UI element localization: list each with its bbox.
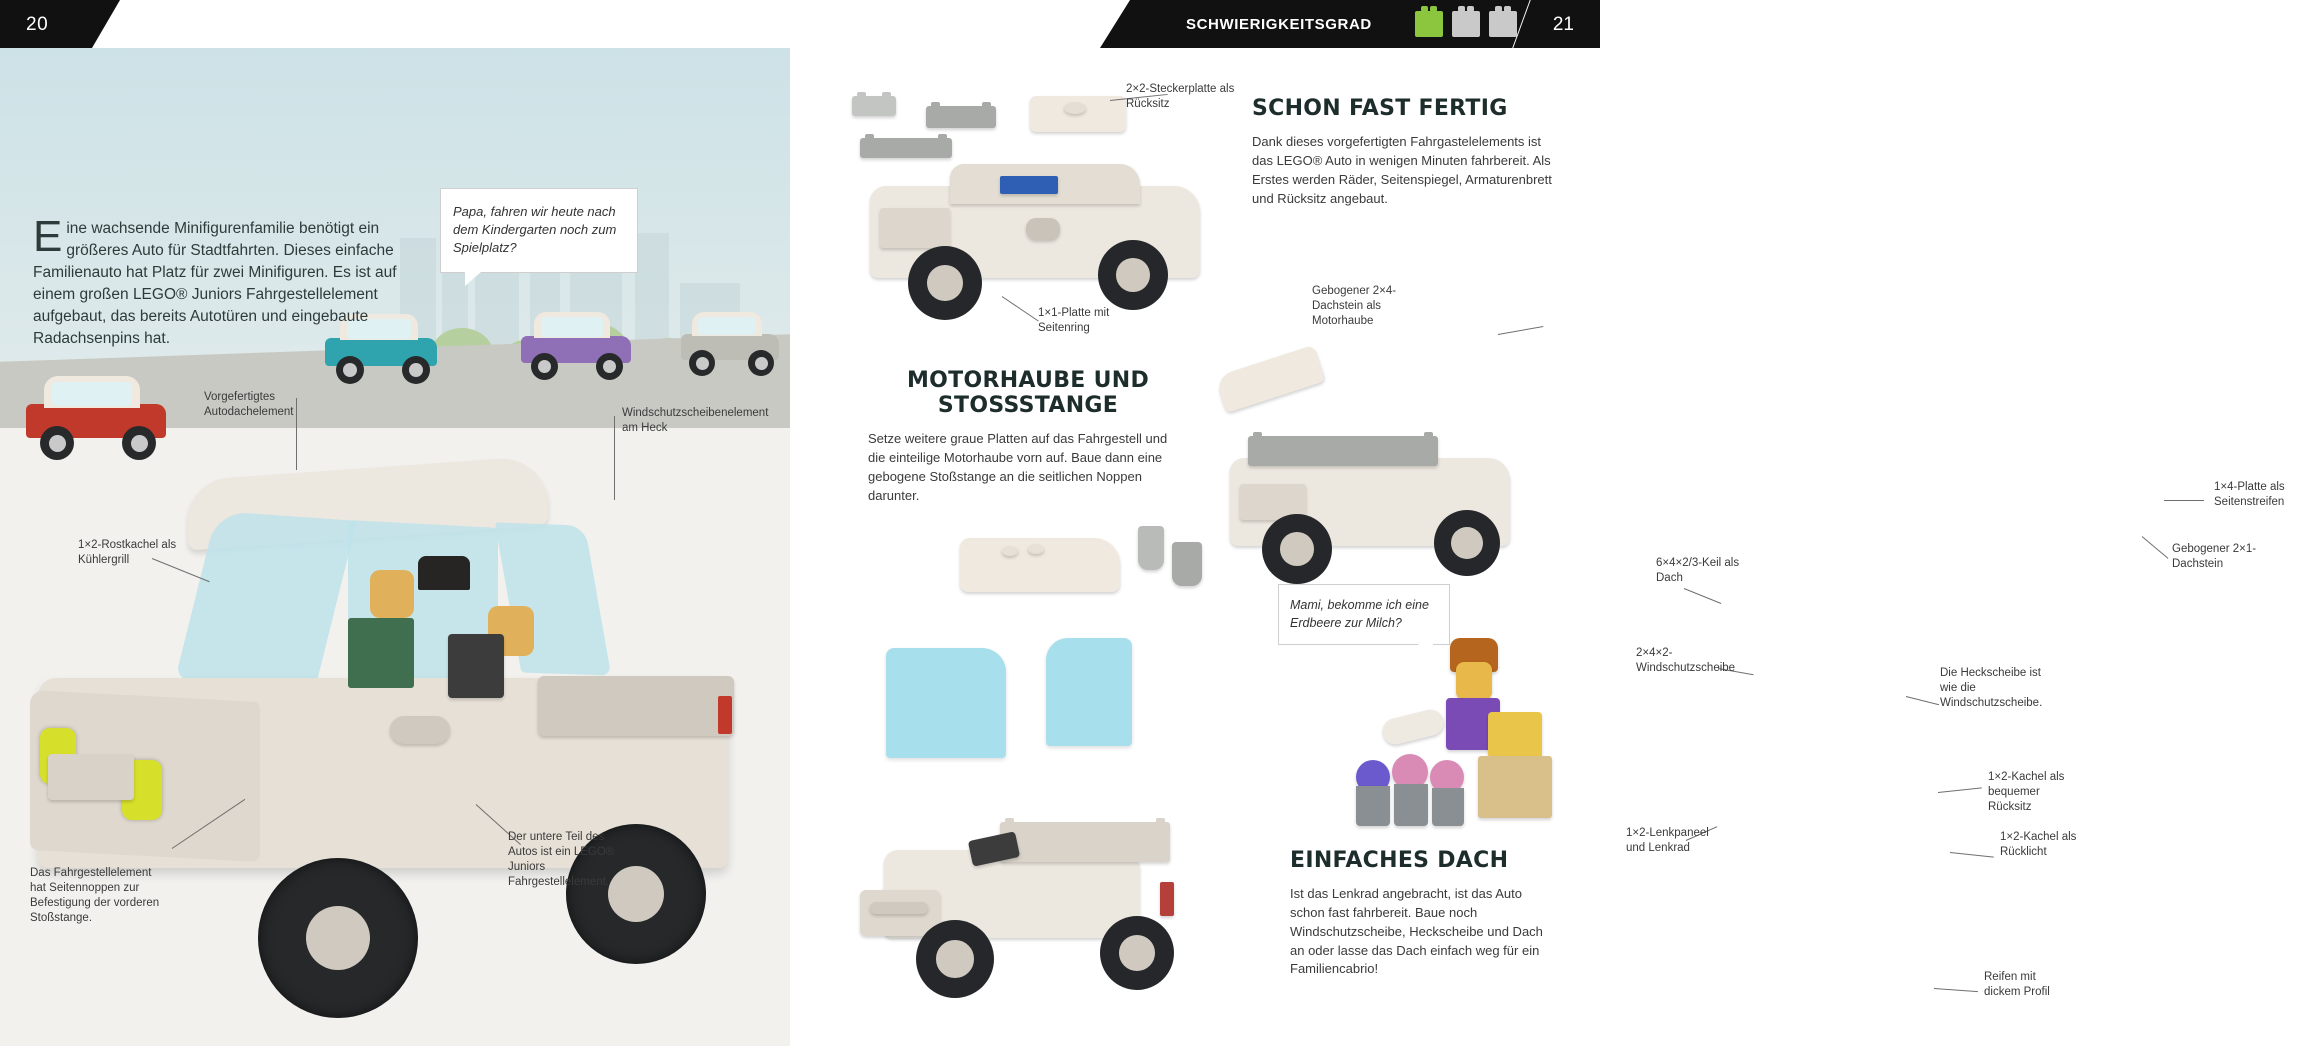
- callout-rear-window-note: [1940, 666, 2052, 711]
- callout-tile-1x2-taillight: [2000, 830, 2090, 860]
- leader-line-wedge-roof: [1684, 588, 1721, 604]
- header-left-bar: [0, 0, 92, 48]
- callout-grille-tile: [78, 538, 188, 568]
- speech-bubble-left-text: Papa, fahren wir heute nach dem Kindergarten noch zum Spielplatz?: [453, 204, 617, 256]
- callout-tile-1x2-taillight-text: 1×2-Kachel als Rücklicht: [2000, 831, 2077, 858]
- leader-line-plate-1x4: [2164, 500, 2204, 501]
- callout-chassis-lower-text: Der untere Teil des Autos ist ein LEGO® Juniors Fahrgestellelement.: [508, 831, 615, 888]
- intro-text: ine wachsende Minifigurenfamilie benötigt ein größeres Auto für Stadtfahrten. Dieses einfache Familienauto hat Platz für zwei Minifiguren. Es ist auf einem großen LEGO® Juniors Fahrgestellelement aufgebaut, das bereits Autotüren und eingebaute Radachsenpins hat.: [33, 220, 397, 347]
- callout-windscreen-2x4x2-text: 2×4×2-Windschutzscheibe: [1636, 647, 1736, 674]
- callout-plate-2x2-rear-seat-text: 2×2-Steckerplatte als Rücksitz: [1126, 83, 1235, 110]
- radiator-grille-tile: [48, 754, 134, 800]
- callout-grille-tile-text: 1×2-Rostkachel als Kühlergrill: [78, 539, 177, 566]
- callout-curved-2x4-hood-text: Gebogener 2×4-Dachstein als Motorhaube: [1312, 285, 1397, 327]
- leader-line-rear-window: [1906, 696, 1939, 705]
- page-number-right: 21: [1552, 14, 1574, 35]
- front-left-rim: [306, 906, 370, 970]
- side-mirror: [390, 716, 450, 744]
- callout-windscreen-2x4x2: [1636, 646, 1736, 676]
- callout-wedge-6x4-roof-text: 6×4×2/3-Keil als Dach: [1656, 557, 1740, 584]
- callout-curved-2x1-slope: [2172, 542, 2268, 572]
- leader-line-rear-windscreen: [614, 416, 615, 500]
- callout-chassis-side-studs: [30, 866, 162, 926]
- callout-steering-panel: [1626, 826, 1718, 856]
- rear-deck: [538, 676, 734, 736]
- dad-head: [370, 570, 414, 618]
- callout-tyres-thick-tread-text: Reifen mit dickem Profil: [1984, 971, 2050, 998]
- dad-hair: [418, 556, 470, 590]
- dad-torso: [348, 618, 414, 688]
- callout-wedge-6x4-roof: [1656, 556, 1752, 586]
- speech-bubble-left: [440, 188, 638, 273]
- callout-tyres-thick-tread: [1984, 970, 2074, 1000]
- callout-plate-1x4-side-stripe: [2214, 480, 2324, 510]
- section-einfaches-dach: [1290, 848, 1552, 979]
- mum-and-child-minifigs-photo: [1338, 628, 1568, 828]
- difficulty-meter: [1415, 11, 1517, 37]
- callout-chassis-lower: [508, 830, 636, 890]
- section-schon-fast-fertig: [1252, 96, 1552, 208]
- heading-schon-fast-fertig: SCHON FAST FERTIG: [1252, 96, 1508, 121]
- callout-plate-2x2-rear-seat: [1126, 82, 1236, 112]
- heading-einfaches-dach: EINFACHES DACH: [1290, 848, 1509, 873]
- callout-curved-2x4-hood: [1312, 284, 1432, 329]
- body-schon-fast-fertig: Dank dieses vorgefertigten Fahrgastelelements ist das LEGO® Auto in wenigen Minuten fahrbereit. Als Erstes werden Räder, Seitenspiegel, Armaturenbrett und Rücksitz angebaut.: [1252, 134, 1552, 206]
- difficulty-label: SCHWIERIGKEITSGRAD: [1186, 16, 1372, 33]
- leader-line-taillight-tile: [1950, 852, 1994, 858]
- leader-line-comfy-seat: [1938, 787, 1982, 793]
- step-4-photo: [820, 778, 1240, 1048]
- intro-dropcap: E: [33, 212, 63, 261]
- callout-steering-panel-text: 1×2-Lenkpaneel und Lenkrad: [1626, 827, 1709, 854]
- difficulty-brick-1-filled: [1415, 11, 1443, 37]
- callout-tile-1x2-comfy-seat-text: 1×2-Kachel als bequemer Rücksitz: [1988, 771, 2065, 813]
- tail-light: [718, 696, 732, 734]
- intro-paragraph: [33, 212, 423, 350]
- left-page: [0, 48, 790, 1046]
- callout-curved-2x1-slope-text: Gebogener 2×1-Dachstein: [2172, 543, 2257, 570]
- difficulty-brick-2-empty: [1452, 11, 1480, 37]
- callout-plate-1x1-side-ring: [1038, 306, 1134, 336]
- heading-motorhaube: MOTORHAUBE UND STOSSSTANGE: [906, 368, 1150, 418]
- leader-line-curved-2x1: [2142, 536, 2169, 559]
- body-motorhaube: Setze weitere graue Platten auf das Fahrgestell und die einteilige Motorhaube vorn auf. Baue dann eine gebogene Stoßstange an die seitlichen Noppen darunter.: [868, 431, 1168, 503]
- section-motorhaube: [868, 368, 1188, 505]
- leader-line-tyres: [1934, 988, 1978, 992]
- background-car-grey: [678, 306, 782, 376]
- callout-roof-element-text: Vorgefertigtes Autodachelement: [204, 391, 294, 418]
- callout-rear-window-note-text: Die Heckscheibe ist wie die Windschutzscheibe.: [1940, 667, 2043, 709]
- callout-chassis-side-studs-text: Das Fahrgestellelement hat Seitennoppen zur Befestigung der vorderen Stoßstange.: [30, 867, 160, 924]
- callout-plate-1x4-side-stripe-text: 1×4-Platte als Seitenstreifen: [2214, 481, 2285, 508]
- body-einfaches-dach: Ist das Lenkrad angebracht, ist das Auto schon fast fahrbereit. Baue noch Windschutzscheibe, Heckscheibe und Dach an oder lasse das Dach einfach weg für ein Familiencabrio!: [1290, 886, 1543, 977]
- callout-tile-1x2-comfy-seat: [1988, 770, 2080, 815]
- background-car-purple: [518, 306, 636, 380]
- callout-rear-windscreen-text: Windschutzscheibenelement am Heck: [622, 407, 769, 434]
- callout-rear-windscreen: [622, 406, 769, 436]
- callout-plate-1x1-side-ring-text: 1×1-Platte mit Seitenring: [1038, 307, 1110, 334]
- speech-bubble-right-text: Mami, bekomme ich eine Erdbeere zur Milch?: [1290, 598, 1429, 630]
- page-number-left: 20: [26, 14, 49, 35]
- callout-roof-element: [204, 390, 324, 420]
- header-right-bar: [1130, 0, 1600, 48]
- right-page: [790, 48, 2285, 1046]
- child-torso: [448, 634, 504, 698]
- difficulty-brick-3-empty: [1489, 11, 1517, 37]
